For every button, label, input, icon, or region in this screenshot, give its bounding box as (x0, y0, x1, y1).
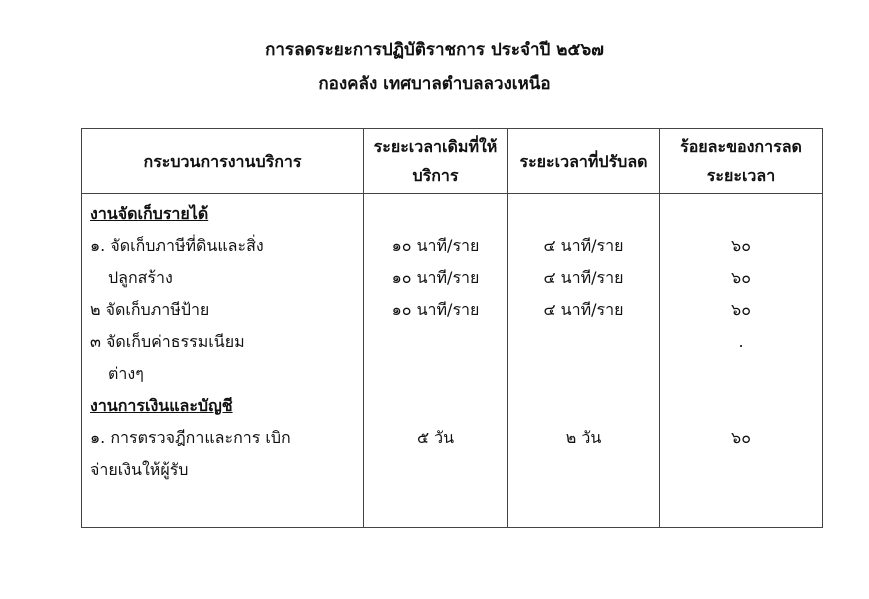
percent-cell: . (738, 332, 744, 351)
original-time-cell: ๑๐ นาที/ราย (391, 300, 480, 319)
process-item-continuation: ปลูกสร้าง (108, 268, 173, 287)
reduced-time-cell (508, 358, 659, 390)
header-reduced-time: ระยะเวลาที่ปรับลด (508, 129, 660, 194)
reduced-time-cell (508, 390, 659, 422)
reduced-time-cell: ๔ นาที/ราย (543, 236, 624, 255)
original-time-cell (364, 326, 507, 358)
percent-cell: ๖๐ (731, 300, 751, 319)
original-time-cell (364, 454, 507, 486)
service-time-table (81, 128, 823, 528)
process-item: ๑. การตรวจฎีกาและการ เบิก (90, 428, 291, 447)
percent-cell (660, 390, 822, 422)
percent-cell: ๖๐ (731, 268, 751, 287)
percent-column (660, 194, 823, 528)
reduced-time-cell (508, 198, 659, 230)
process-item-continuation: จ่ายเงินให้ผู้รับ (90, 460, 189, 479)
document-title: การลดระยะการปฏิบัติราชการ ประจำปี ๒๕๖๗ (265, 40, 604, 60)
original-time-column (364, 194, 508, 528)
original-time-cell: ๑๐ นาที/ราย (391, 268, 480, 287)
percent-cell (660, 358, 822, 390)
original-time-cell: ๕ วัน (416, 428, 455, 447)
table-body-row (82, 194, 823, 528)
percent-cell: ๖๐ (731, 428, 751, 447)
process-column (82, 194, 364, 528)
process-item: ๑. จัดเก็บภาษีที่ดินและสิ่ง (90, 236, 264, 255)
reduced-time-column (508, 194, 660, 528)
reduced-time-cell (508, 454, 659, 486)
original-time-cell (364, 390, 507, 422)
table-header-row (82, 129, 823, 194)
section-heading-revenue: งานจัดเก็บรายได้ (90, 204, 209, 223)
percent-cell: ๖๐ (731, 236, 751, 255)
header-percent: ร้อยละของการลดระยะเวลา (660, 129, 823, 194)
original-time-cell (364, 198, 507, 230)
reduced-time-cell (508, 326, 659, 358)
reduced-time-cell: ๔ นาที/ราย (543, 300, 624, 319)
reduced-time-cell: ๔ นาที/ราย (543, 268, 624, 287)
reduced-time-cell: ๒ วัน (565, 428, 602, 447)
process-item: ๒ จัดเก็บภาษีป้าย (90, 300, 210, 319)
header-original-time: ระยะเวลาเดิมที่ให้บริการ (364, 129, 508, 194)
process-item: ๓ จัดเก็บค่าธรรมเนียม (90, 332, 245, 351)
header-process: กระบวนการงานบริการ (82, 129, 364, 194)
process-item-continuation: ต่างๆ (108, 364, 144, 383)
original-time-cell: ๑๐ นาที/ราย (391, 236, 480, 255)
document-subtitle: กองคลัง เทศบาลตำบลลวงเหนือ (318, 74, 551, 94)
section-heading-finance: งานการเงินและบัญชี (90, 396, 233, 415)
original-time-cell (364, 358, 507, 390)
percent-cell (660, 454, 822, 486)
percent-cell (660, 198, 822, 230)
